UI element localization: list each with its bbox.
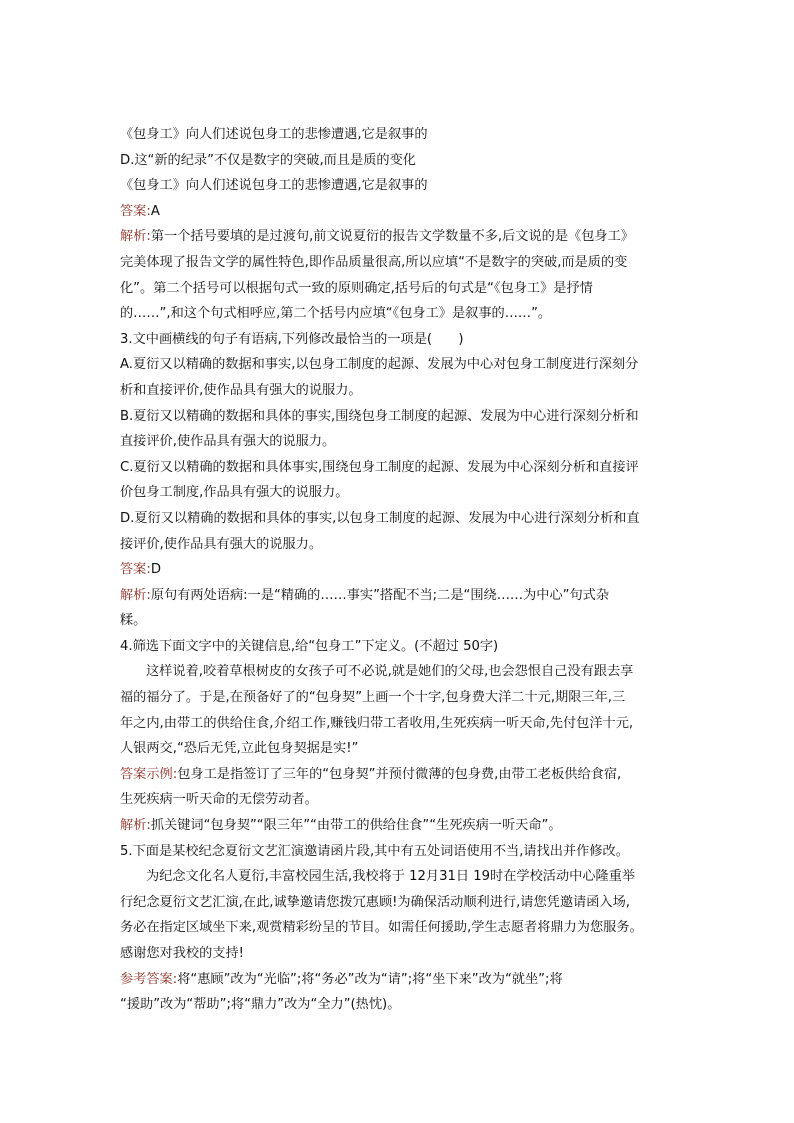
text-line: [120, 506, 680, 532]
line-text: 《包身工》向人们述说包身工的悲惨遭遇,它是叙事的: [120, 127, 428, 142]
line-text: 原句有两处语病:一是“精确的……事实”搭配不当;二是“围绕……为中心”句式杂: [150, 587, 610, 603]
text-line: [120, 148, 680, 174]
text-line: [120, 634, 680, 660]
line-text: “援助”改为“帮助”;将“鼎力”改为“全力”(热忱)。: [120, 997, 401, 1013]
line-text: 务必在指定区域坐下来,观赏精彩纷呈的节目。如需任何援助,学生志愿者将鼎力为您服务。: [120, 920, 643, 936]
text-line: [120, 352, 680, 378]
answer-label: 答案:: [120, 203, 151, 219]
answer-line: [120, 199, 680, 225]
text-line: [120, 250, 680, 276]
answer-label: 答案示例:: [120, 766, 178, 782]
text-line: [120, 941, 680, 967]
line-text: 行纪念夏衍文艺汇演,在此,诚挚邀请您拨冗惠顾!为确保活动顺利进行,请您凭邀请函入场,: [120, 894, 630, 910]
line-text: 化”。第二个括号可以根据句式一致的原则确定,括号后的句式是“《包身工》是抒情: [120, 280, 593, 296]
answer-line: [120, 967, 680, 993]
line-text: 这样说着,咬着草根树皮的女孩子可不必说,就是她们的父母,也会怨恨自己没有跟去享: [146, 664, 634, 680]
line-text: 糅。: [120, 613, 147, 629]
line-text: 福的福分了。于是,在预备好了的“包身契”上画一个十字,包身费大洋二十元,期限三年,三: [120, 690, 626, 706]
line-text: 的……”,和这个句式相呼应,第二个括号内应填“《包身工》是叙事的……”。: [120, 306, 552, 322]
answer-label: 解析:: [120, 818, 151, 834]
text-line: [120, 685, 680, 711]
line-text: D.这“新的纪录”不仅是数字的突破,而且是质的变化: [120, 152, 416, 168]
text-line: [120, 736, 680, 762]
answer-line: [120, 224, 680, 250]
text-line: [120, 787, 680, 813]
text-line: [120, 276, 680, 302]
line-text: 生死疾病一听天命的无偿劳动者。: [120, 792, 318, 808]
line-text: 3.文中画横线的句子有语病,下列修改最恰当的一项是( ): [120, 331, 464, 347]
document-page: [120, 122, 680, 1018]
line-text: 4.筛选下面文字中的关键信息,给“包身工”下定义。(不超过 50字): [120, 638, 499, 654]
answer-line: [120, 557, 680, 583]
text-line: [120, 608, 680, 634]
text-line: [120, 173, 680, 199]
line-text: A: [150, 203, 160, 219]
line-text: A.夏衍又以精确的数据和事实,以包身工制度的起源、发展为中心对包身工制度进行深刻分: [120, 357, 639, 373]
text-line: [120, 429, 680, 455]
answer-label: 解析:: [120, 587, 151, 603]
text-line: [120, 659, 680, 685]
answer-label: 答案:: [120, 562, 151, 578]
line-text: D: [150, 562, 161, 578]
answer-label: 解析:: [120, 229, 151, 245]
text-line: [120, 532, 680, 558]
answer-label: 参考答案:: [120, 971, 178, 987]
line-text: 为纪念文化名人夏衍,丰富校园生活,我校将于 12月31日 19时在学校活动中心隆重举: [146, 869, 636, 885]
text-line: [120, 455, 680, 481]
line-text: D.夏衍又以精确的数据和具体的事实,以包身工制度的起源、发展为中心进行深刻分析和直: [120, 510, 640, 526]
text-line: [120, 839, 680, 865]
line-text: 包身工是指签订了三年的“包身契”并预付微薄的包身费,由带工老板供给食宿,: [177, 766, 622, 782]
line-text: 年之内,由带工的供给住食,介绍工作,赚钱归带工者收用,生死疾病一听天命,先付包洋十元,: [120, 715, 634, 731]
text-line: [120, 301, 680, 327]
text-line: [120, 122, 680, 148]
line-text: 人银两交,“恐后无凭,立此包身契据是实!”: [120, 741, 359, 757]
line-text: 完美体现了报告文学的属性特色,即作品质量很高,所以应填“不是数字的突破,而是质的变: [120, 254, 628, 270]
text-line: [120, 711, 680, 737]
line-text: 感谢您对我校的支持!: [120, 946, 244, 961]
answer-line: [120, 762, 680, 788]
text-line: [120, 378, 680, 404]
line-text: 5.下面是某校纪念夏衍文艺汇演邀请函片段,其中有五处词语使用不当,请找出并作修改。: [120, 843, 629, 859]
text-line: [120, 404, 680, 430]
answer-line: [120, 583, 680, 609]
answer-line: [120, 813, 680, 839]
line-text: 第一个括号要填的是过渡句,前文说夏衍的报告文学数量不多,后文说的是《包身工》: [150, 229, 634, 245]
text-line: [120, 890, 680, 916]
text-line: [120, 480, 680, 506]
line-text: B.夏衍又以精确的数据和具体的事实,围绕包身工制度的起源、发展为中心进行深刻分析和: [120, 408, 639, 424]
line-text: 抓关键词“包身契”“限三年”“由带工的供给住食”“生死疾病一听天命”。: [150, 818, 562, 834]
text-line: [120, 992, 680, 1018]
line-text: C.夏衍又以精确的数据和具体事实,围绕包身工制度的起源、发展为中心深刻分析和直接评: [120, 459, 639, 475]
text-line: [120, 864, 680, 890]
line-text: 价包身工制度,作品具有强大的说服力。: [120, 485, 349, 501]
line-text: 接评价,使作品具有强大的说服力。: [120, 536, 323, 552]
line-text: 直接评价,使作品具有强大的说服力。: [120, 434, 336, 450]
text-line: [120, 327, 680, 353]
line-text: 析和直接评价,使作品具有强大的说服力。: [120, 382, 362, 398]
text-line: [120, 915, 680, 941]
line-text: 将“惠顾”改为“光临”;将“务必”改为“请”;将“坐下来”改为“就坐”;将: [177, 971, 563, 987]
line-text: 《包身工》向人们述说包身工的悲惨遭遇,它是叙事的: [120, 178, 428, 194]
